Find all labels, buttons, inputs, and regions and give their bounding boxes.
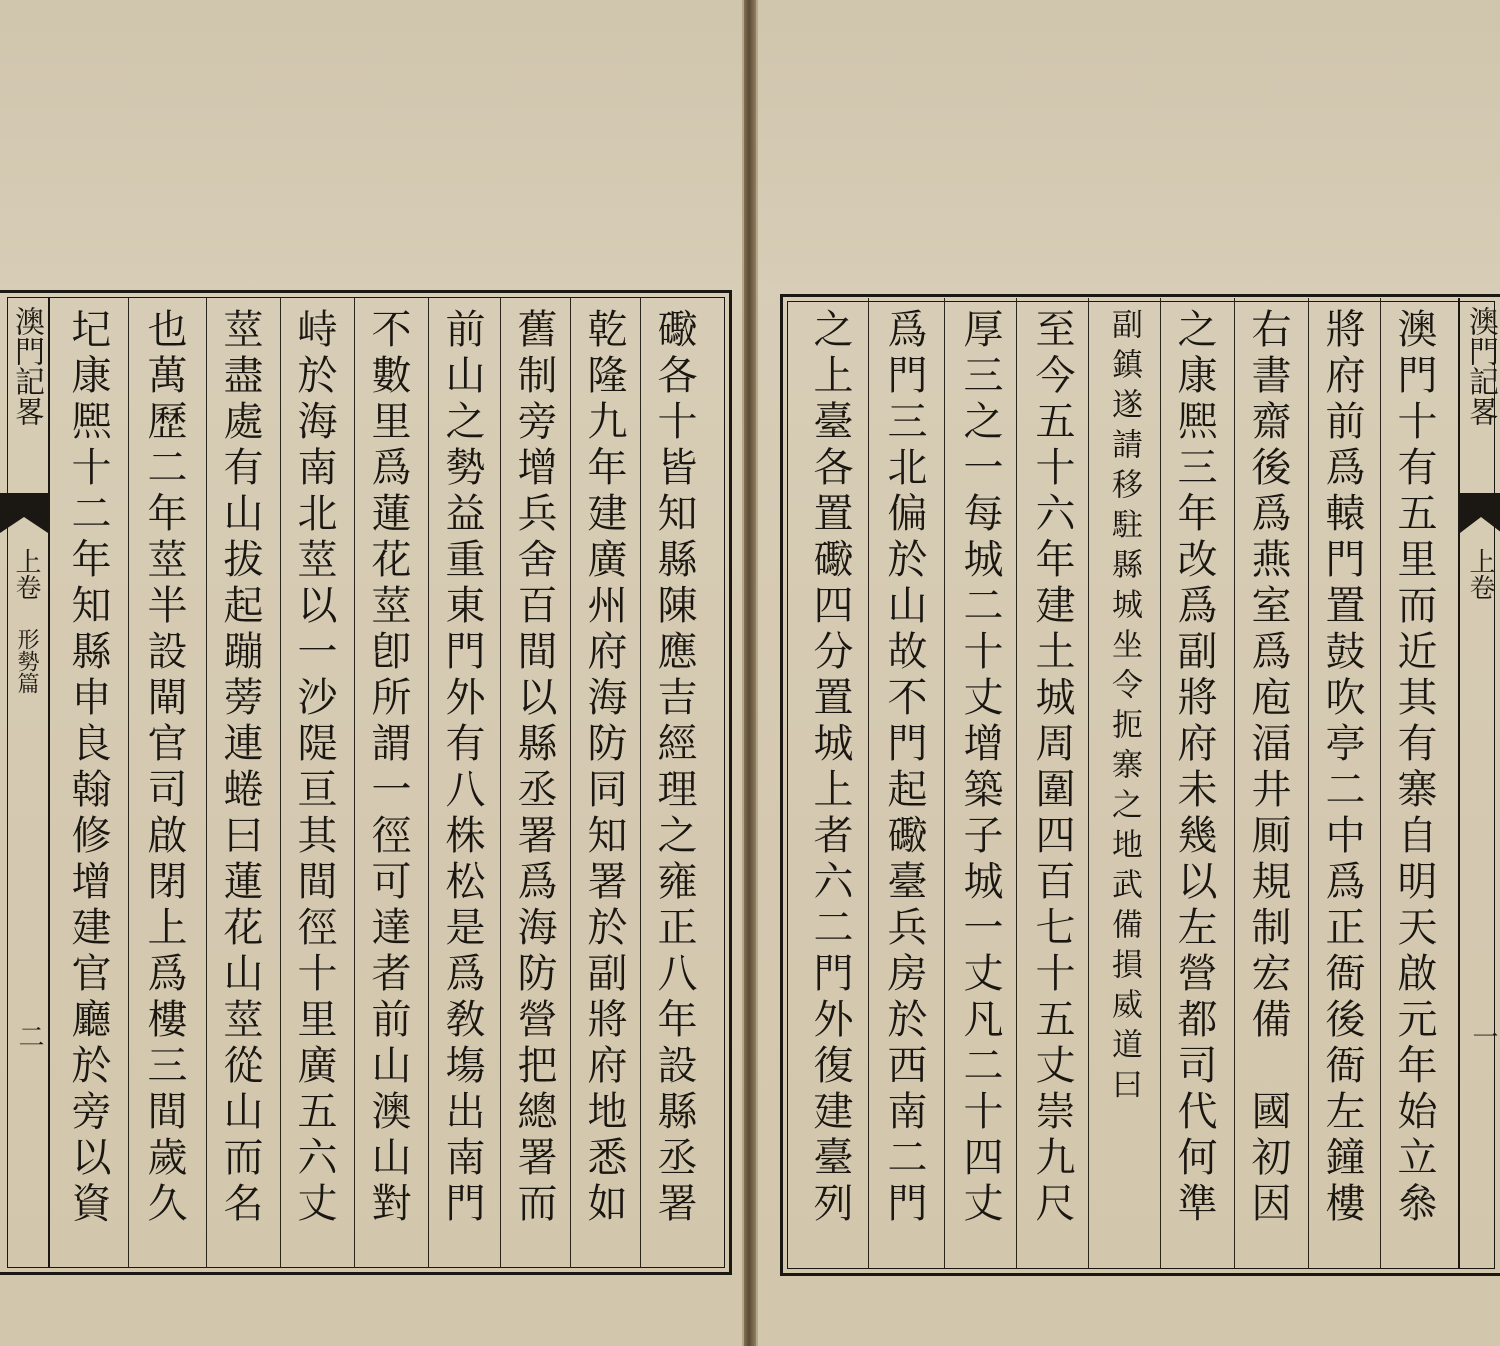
column-rule (1160, 298, 1161, 1268)
right-page-center-strip (1458, 298, 1500, 1268)
column-rule (280, 298, 281, 1268)
column-rule (1016, 298, 1017, 1268)
text-column: 之上臺各置礮四分置城上者六二門外復建臺列 (807, 308, 853, 1228)
text-column: 也萬歷二年莖半設閘官司啟閉上爲樓三間歲久 (141, 308, 187, 1228)
column-rule (206, 298, 207, 1268)
text-column: 乾隆九年建廣州府海防同知署於副將府地悉如 (581, 308, 627, 1228)
text-column: 前山之勢益重東門外有八株松是爲敎塲出南門 (439, 308, 485, 1228)
folio-number: 二 (14, 1023, 44, 1049)
fishtail-mark (0, 493, 48, 533)
column-rule (428, 298, 429, 1268)
column-rule (640, 298, 641, 1268)
folio-number: 一 (1468, 1023, 1498, 1049)
text-column: 圮康熈十二年知縣申良翰修增建官廳於旁以資 (65, 308, 111, 1228)
text-column: 至今五十六年建土城周圍四百七十五丈崇九尺 (1029, 308, 1075, 1228)
text-column: 右書齋後爲燕室爲庖湢井厠規制宏備 國初因 (1245, 308, 1291, 1228)
text-column: 將府前爲轅門置鼓吹亭二中爲正衙後衙左鐘樓 (1319, 308, 1365, 1228)
center-strip-section: 形勢篇 (14, 628, 39, 694)
column-rule (1234, 298, 1235, 1268)
column-rule (500, 298, 501, 1268)
text-column: 礮各十皆知縣陳應吉經理之雍正八年設縣丞署 (651, 308, 697, 1228)
text-column: 澳門十有五里而近其有寨自明天啟元年始立叅 (1391, 308, 1437, 1228)
column-rule (1380, 298, 1381, 1268)
book-gutter (742, 0, 756, 1346)
text-column: 爲門三北偏於山故不門起礮臺兵房於西南二門 (881, 308, 927, 1228)
center-strip-volume: 上卷 (11, 548, 41, 600)
left-page (0, 0, 744, 1346)
column-rule (1308, 298, 1309, 1268)
text-column: 莖盡處有山拔起蹦蒡連蜷曰蓮花山莖從山而名 (217, 308, 263, 1228)
right-page (756, 0, 1500, 1346)
text-column-annotation: 副鎮遂請移駐縣城坐令扼寨之地武備損威道曰 (1106, 308, 1142, 1108)
text-column: 不數里爲蓮花莖卽所謂一徑可達者前山澳山對 (365, 308, 411, 1228)
page-margin-top (758, 0, 1500, 290)
center-strip-title: 澳門記畧 (1463, 306, 1498, 426)
left-page-center-strip (0, 298, 50, 1268)
fishtail-mark (1460, 493, 1500, 533)
text-column: 峙於海南北莖以一沙隄亘其間徑十里廣五六丈 (291, 308, 337, 1228)
column-rule (868, 298, 869, 1268)
center-strip-title: 澳門記畧 (9, 306, 44, 426)
column-rule (128, 298, 129, 1268)
text-column: 之康熈三年改爲副將府未幾以左營都司代何準 (1171, 308, 1217, 1228)
column-rule (354, 298, 355, 1268)
column-rule (1088, 298, 1089, 1268)
page-margin-top (0, 0, 742, 290)
text-column: 舊制旁增兵舍百間以縣丞署爲海防營把總署而 (511, 308, 557, 1228)
column-rule (570, 298, 571, 1268)
center-strip-volume: 上卷 (1465, 548, 1495, 600)
text-column: 厚三之一每城二十丈增築子城一丈凡二十四丈 (957, 308, 1003, 1228)
column-rule (944, 298, 945, 1268)
